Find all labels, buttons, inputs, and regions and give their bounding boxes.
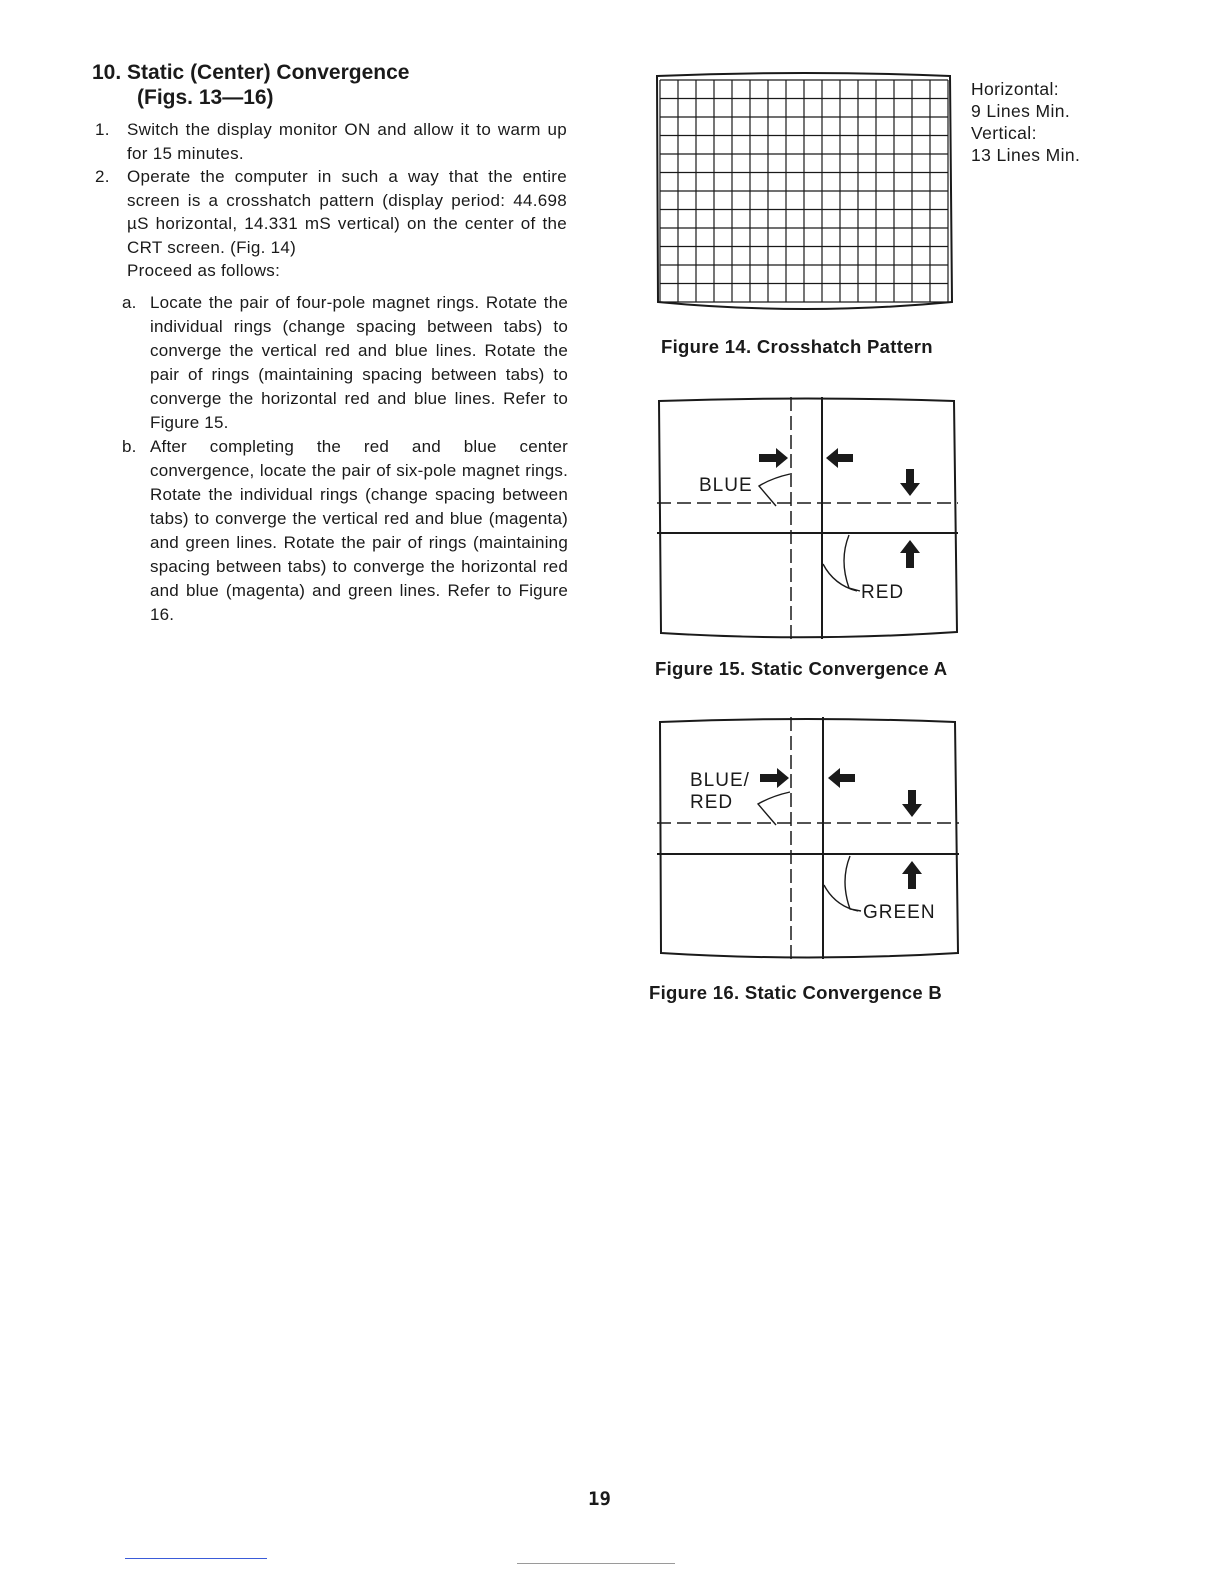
horizontal-label: Horizontal: — [971, 79, 1060, 99]
step-text: Switch the display monitor ON and allow it to warm up for 15 minutes. — [127, 120, 567, 163]
label-red: RED — [690, 792, 734, 813]
substep-a — [122, 291, 568, 435]
figure-16-caption: Figure 16. Static Convergence B — [649, 982, 943, 1003]
substep-letter: b. — [122, 437, 137, 456]
vertical-value: 13 Lines Min. — [971, 145, 1081, 165]
page-number: 19 — [588, 1488, 611, 1510]
step-number: 2. — [95, 167, 110, 186]
crosshatch-spec — [971, 78, 1171, 166]
section-title: Static (Center) Convergence — [127, 61, 410, 84]
label-green: GREEN — [863, 902, 936, 923]
figure-14-caption: Figure 14. Crosshatch Pattern — [661, 336, 933, 357]
substep-text: Locate the pair of four-pole magnet rings. Rotate the individual rings (change spacing between tabs) to converge the vertical red and blue lines. Rotate the pair of rings (maintaining spacing between tabs) to converge the horizontal red and blue lines. Refer to Figure 15. — [150, 293, 568, 432]
label-red: RED — [861, 582, 905, 603]
crosshatch-pattern-diagram — [650, 70, 960, 315]
section-figs-ref: (Figs. 13—16) — [137, 86, 274, 109]
crt-screen-outline — [659, 399, 957, 638]
section-number: 10. — [92, 61, 122, 84]
figure-15-caption: Figure 15. Static Convergence A — [655, 658, 948, 679]
step-1 — [95, 118, 567, 165]
substep-letter: a. — [122, 293, 137, 312]
horizontal-value: 9 Lines Min. — [971, 101, 1071, 121]
step-text: Operate the computer in such a way that the entire screen is a crosshatch pattern (display period: 44.698 µS horizontal, 14.331 mS vertical) on the center of the CRT screen. (Fig. 14) — [127, 167, 567, 257]
step-followup: Proceed as follows: — [127, 261, 281, 280]
substep-text: After completing the red and blue center convergence, locate the pair of six-pole magnet rings. Rotate the individual rings (change spacing between tabs) to converge the vertical red and blue (magenta) and green lines. Rotate the pair of rings (maintaining spacing between tabs) to converge the horizontal red and blue (magenta) and green lines. Refer to Figure 16. — [150, 437, 568, 624]
section-heading — [92, 60, 512, 110]
label-blue: BLUE/ — [690, 770, 750, 791]
scan-artifact-line — [125, 1558, 267, 1559]
convergence-b-diagram — [652, 712, 964, 964]
substep-b — [122, 435, 568, 627]
scan-artifact-line — [517, 1563, 675, 1564]
vertical-label: Vertical: — [971, 123, 1037, 143]
convergence-a-diagram — [652, 392, 964, 644]
step-number: 1. — [95, 120, 110, 139]
step-2 — [95, 165, 567, 283]
label-blue: BLUE — [699, 475, 753, 496]
